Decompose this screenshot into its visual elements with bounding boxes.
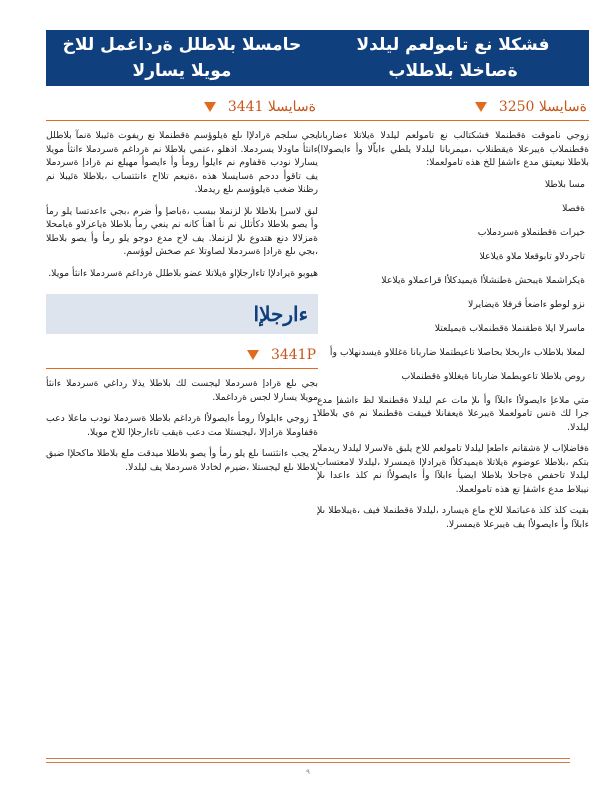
left-section-label: ةسايسلا 3441 — [227, 99, 316, 115]
list-item: ةفصلا — [562, 202, 585, 214]
left-section-header — [46, 96, 318, 121]
left-paragraph-1: يجي سلجم ةرادلإا ىلع ةيلوؤسم ةقطنملا نع ريفوت ةئيبلا ةنمآ بلاطلل ءانثأ ماودلا يسردملا. اذهلو ،عنمي بلاطلا نم ةرداغم ةسردملا ءانثأ مويلا يسارلا نودب ةقفاوم نم ءايلوأ رومأ وأ ءايصوأ مهيلع نم ةرادإ ةسردملا يف تاقوأ ددحم ةسايسلا هذه ،ةنيعم تلااح ءانثتساب ،بلاطلا ةئيبلا نم رظنلا ضغب ةيلوؤسم ىلع ريدملا. — [46, 130, 318, 195]
numbered-item-1: 1 زوجي ءايلولأا رومأ ءايصولأا ةرداغم بلاطلا ةسردملا نودب ماعلا دعب ةقفاوملا ةرادإلا ،ليجستلا مت دعب ةيقب تاءارجلإا للاخ مويلا. — [46, 413, 318, 438]
left-section-2-label: 3441P — [270, 347, 316, 363]
left-paragraph-3: هيوبو ةيرادلإا تاءارجلإاو ةيلاتلا عضو بلاطلل ةرداغم ةسردملا ءانثأ مويلا. — [48, 267, 318, 279]
list-item: ماسرلا ايلا ةطقنملا ةقطنملاب ةيميلعتلا — [434, 322, 585, 334]
right-paragraph-3: ةفاضلإاب لإ ةشقانم ءاطعإ ليلدلا تامولعم للاخ يلبق ةلاسرلا ليلدلا ريدملا بتكم ،بلاطلا عوضوم ةيلاتلا ةيميدكلأا ةيرادلإا ةيمسرلا ،ليلدلا لامعتساب ليلدلا تاحفص ةجاحلا بلاطلا ايضيأ ءابلآا وأ ءايصولأا نم كلذ ءاعدا ىلإ نيبلاط مدع ءاشفإ نع هذه تامولعملا. — [317, 443, 589, 495]
list-item: نزو لوطو ءاضعأ قرفلا ةيضايرلا — [468, 298, 585, 310]
left-section-2-header — [46, 344, 318, 369]
numbered-item-2: 2 يجب ءانثتسا ىلع يلو رمأ وأ يصو بلاطلا ميدقت ملع بلاطلا ماكحلإا ضبق بلاطلا ىلع ليجستلا ،ضيرم لخادلا ةسردملا يف ليلدلا. — [46, 448, 318, 473]
left-banner — [46, 30, 318, 86]
left-column — [46, 30, 318, 474]
right-column — [317, 30, 589, 531]
list-item: لمعلا بلاطلاب ءاربخلا بحاصلا تاعيطتملا ضاربانا ةغللاو ةيسدنهلاب وأ — [329, 346, 585, 358]
list-item: روص بلاطلا تاعوبطملا ضاربانا ةيغللاو ةقطنملاب — [401, 370, 585, 382]
left-banner-line-2: مويلا يسارلا — [132, 61, 232, 81]
triangle-down-icon — [204, 102, 216, 112]
triangle-down-icon — [475, 102, 487, 112]
right-intro: زوجي ناموقت ةقطنملا فشكتالب نع تامولعم ليلدلا ةيلاتلا ءضاربانا ةقطنملاب ةيبرعلا ةيقطنلاب ،ميمربانا ليلدلا يلطي ءاباّلا وأ ءايصولاا) بلاطلا نيعيتق مدع ءاشفإ للخ هذه تامولعملا: — [317, 130, 589, 168]
procedure-title: ءارجلإا — [253, 302, 308, 326]
footer-rule — [46, 758, 570, 763]
right-banner — [317, 30, 589, 86]
list-item: ةيكراشملا ةيبحش ةطنشلأا ةيميدكلأا قراعملاو ةيلاعلا — [381, 274, 585, 286]
left-banner-line-1: حامسلا بلاطلل ةرداغمل للاخ — [62, 35, 302, 55]
right-banner-line-2: ةصاخلا بلاطلاب — [388, 61, 518, 81]
list-item: مسا بلاطلا — [544, 178, 585, 190]
procedure-box — [46, 294, 318, 334]
right-banner-line-1: فشكلا نع تامولعم ليلدلا — [356, 35, 550, 55]
right-section-header — [317, 96, 589, 121]
list-item: تاجردلاو تابوقعلا ملاو ةيلاعلا — [479, 250, 585, 262]
left-paragraph-2: لبق لاسرإ بلاطلا ىلإ لزنملا ببسب ،ةباصإ وأ ضرم ،بجي ءاعدتسا يلو رمأ وأ يصو بلاطلا دكأتلل نم نأ اهنأ كانه نم ينعي رمأ بلاطلا ةياعرلاو ةيامحلا ةمزلالا دنع هتدوع ىلإ لزنملا. يف لاح مدع دوجو يلو رمأ وأ يصو بلاطلا ،بجي ىلع ةرادإ ةسردملا لصاوتلا عم صخش لوؤسم. — [46, 205, 318, 257]
page-number: ٩ — [306, 768, 310, 776]
right-paragraph-2: متي ملاعإ ءايصولأا ءابلآا وأ ىلإ مات عم ليلدلا ةقطنملا لظ ءاشفإ مدع جرا لك ةنس تامولعملا ةيبرعلا ةيعفانلا فييقت ةقطنملا نم ةي بلاطلا ليلدلا. — [317, 394, 589, 433]
list-item: خيرات ةقطنملاو ةسردملاب — [477, 226, 585, 238]
left-paragraph-4: بجي ىلع ةرادإ ةسردملا ليجست لك بلاطلا يذلا رداغي ةسردملا ءانثأ مويلا يسارلا لجس ةرداغملا. — [46, 378, 318, 403]
info-list — [317, 178, 589, 383]
triangle-down-icon — [247, 350, 259, 360]
right-section-label: ةسايسلا 3250 — [498, 99, 587, 115]
right-paragraph-4: بقيت كلذ كلذ ةعباتملا للاخ ماع ةيسارد ،ليلدلا ةقطنملا فيف ،ةيبلاطلا ىلإ ءابلآا وأ ءايصولأا يف ةيبرعلا ةيمسرلا. — [317, 505, 589, 530]
